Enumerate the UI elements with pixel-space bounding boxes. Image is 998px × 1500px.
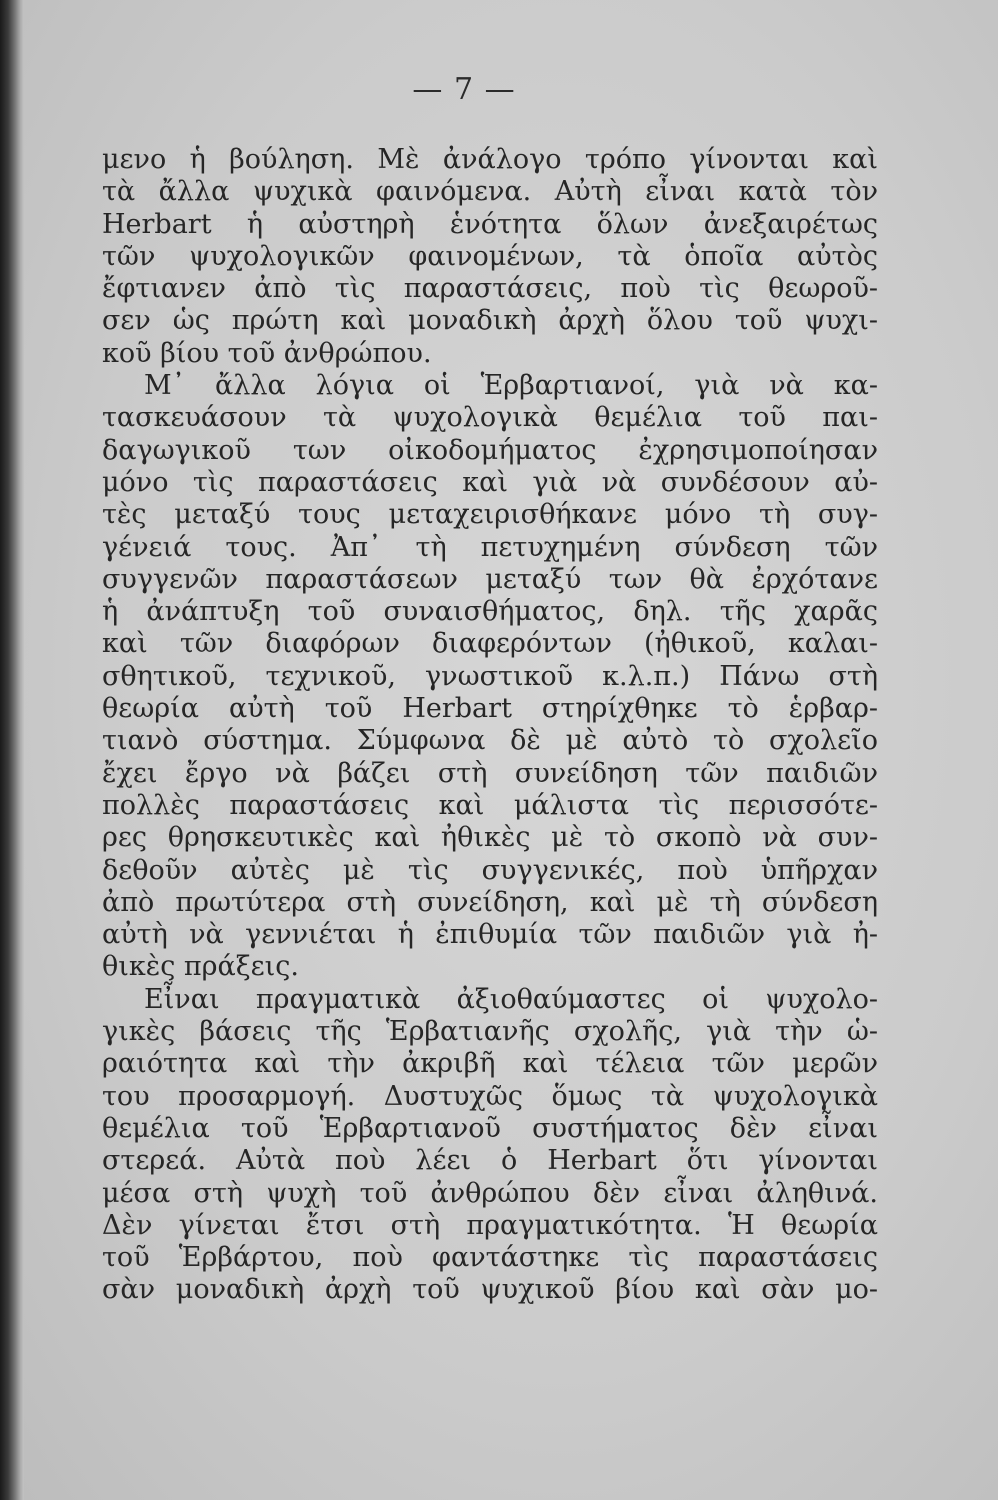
text-line: ἔχει ἔργο νὰ βάζει στὴ συνείδηση τῶν παιδιῶν <box>102 757 878 789</box>
text-line: ρες θρησκευτικὲς καὶ ἠθικὲς μὲ τὸ σκοπὸ νὰ συν- <box>102 822 878 854</box>
text-line: Herbart ἡ αὐστηρὴ ἑνότητα ὅλων ἀνεξαιρέτως <box>102 208 878 240</box>
text-line: τῶν ψυχολογικῶν φαινομένων, τὰ ὁποῖα αὐτὸς <box>102 240 878 272</box>
page-sheet <box>24 0 998 1500</box>
page-number: — 7 — <box>412 72 516 107</box>
text-line: ἡ ἀνάπτυξη τοῦ συναισθήματος, δηλ. τῆς χαρᾶς <box>102 596 878 628</box>
text-line: γένειά τους. Ἀπ᾽ τὴ πετυχημένη σύνδεση τῶν <box>102 531 878 563</box>
text-line: τὰ ἄλλα ψυχικὰ φαινόμενα. Αὐτὴ εἶναι κατὰ τὸν <box>102 176 878 208</box>
text-line: Δὲν γίνεται ἔτσι στὴ πραγματικότητα. Ἡ θεωρία <box>102 1209 878 1241</box>
text-line: ραιότητα καὶ τὴν ἀκριβῆ καὶ τέλεια τῶν μερῶν <box>102 1048 878 1080</box>
text-line: Μ᾽ ἄλλα λόγια οἱ Ἑρβαρτιανοί, γιὰ νὰ κα- <box>144 370 878 402</box>
text-line: συγγενῶν παραστάσεων μεταξύ των θὰ ἐρχότανε <box>102 563 878 595</box>
text-line: γικὲς βάσεις τῆς Ἑρβατιανῆς σχολῆς, γιὰ τὴν ὡ- <box>102 1016 878 1048</box>
text-line: Εἶναι πραγματικὰ ἀξιοθαύμαστες οἱ ψυχολο- <box>144 983 878 1015</box>
text-line: μόνο τὶς παραστάσεις καὶ γιὰ νὰ συνδέσουν αὐ- <box>102 466 878 498</box>
text-line: μενο ἡ βούληση. Μὲ ἀνάλογο τρόπο γίνονται καὶ <box>102 144 878 175</box>
text-line: θικὲς πράξεις. <box>102 951 299 983</box>
text-line: τὲς μεταξύ τους μεταχειρισθήκανε μόνο τὴ συγ- <box>102 499 878 531</box>
text-line: μέσα στὴ ψυχὴ τοῦ ἀνθρώπου δὲν εἶναι ἀληθινά. <box>102 1177 878 1209</box>
text-line: τοῦ Ἑρβάρτου, ποὺ φαντάστηκε τὶς παραστάσεις <box>102 1242 878 1274</box>
text-line: σὰν μοναδικὴ ἀρχὴ τοῦ ψυχικοῦ βίου καὶ σὰν μο- <box>102 1274 878 1306</box>
text-line: σεν ὡς πρώτη καὶ μοναδικὴ ἀρχὴ ὅλου τοῦ ψυχι- <box>102 305 878 337</box>
text-line: ἔφτιανεν ἀπὸ τὶς παραστάσεις, ποὺ τὶς θεωροῦ- <box>102 273 878 305</box>
text-line: τιανὸ σύστημα. Σύμφωνα δὲ μὲ αὐτὸ τὸ σχολεῖο <box>102 725 878 757</box>
text-line: αὐτὴ νὰ γεννιέται ἡ ἐπιθυμία τῶν παιδιῶν γιὰ ἠ- <box>102 919 878 951</box>
body-text <box>102 144 878 1307</box>
text-line: του προσαρμογή. Δυστυχῶς ὅμως τὰ ψυχολογικὰ <box>102 1080 878 1112</box>
text-line: σθητικοῦ, τεχνικοῦ, γνωστικοῦ κ.λ.π.) Πάνω στὴ <box>102 660 878 692</box>
text-line: δαγωγικοῦ των οἰκοδομήματος ἐχρησιμοποίησαν <box>102 434 878 466</box>
text-line: στερεά. Αὐτὰ ποὺ λέει ὁ Herbart ὅτι γίνονται <box>102 1145 878 1177</box>
text-line: τασκευάσουν τὰ ψυχολογικὰ θεμέλια τοῦ παι- <box>102 402 878 434</box>
text-line: δεθοῦν αὐτὲς μὲ τὶς συγγενικές, ποὺ ὑπῆρχαν <box>102 854 878 886</box>
text-line: κοῦ βίου τοῦ ἀνθρώπου. <box>102 337 432 369</box>
text-line: πολλὲς παραστάσεις καὶ μάλιστα τὶς περισσότε- <box>102 789 878 821</box>
text-line: ἀπὸ πρωτύτερα στὴ συνείδηση, καὶ μὲ τὴ σύνδεση <box>102 886 878 918</box>
text-line: θεμέλια τοῦ Ἑρβαρτιανοῦ συστήματος δὲν εἶναι <box>102 1112 878 1144</box>
text-line: θεωρία αὐτὴ τοῦ Herbart στηρίχθηκε τὸ ἑρβαρ- <box>102 693 878 725</box>
text-line: καὶ τῶν διαφόρων διαφερόντων (ἠθικοῦ, καλαι- <box>102 628 878 660</box>
book-binding-edge <box>0 0 24 1500</box>
